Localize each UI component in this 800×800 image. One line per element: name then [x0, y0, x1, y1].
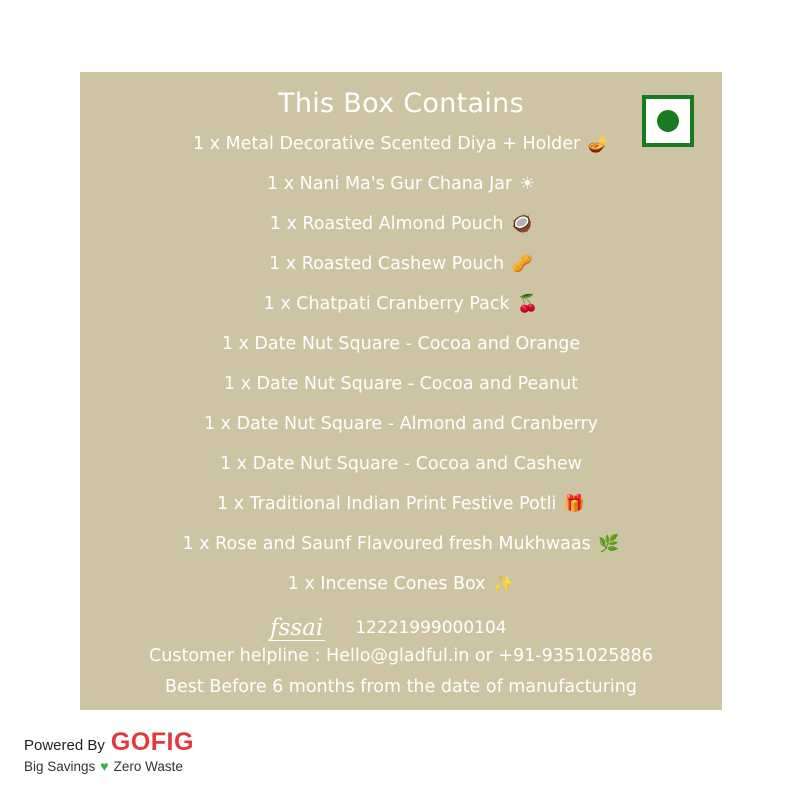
- brand-logo: GOFIG: [110, 728, 194, 756]
- item-text: 1 x Date Nut Square - Cocoa and Orange: [221, 334, 581, 354]
- best-before-text: Best Before 6 months from the date of manufacturing: [165, 677, 637, 697]
- list-item: [80, 214, 722, 234]
- list-item: [80, 174, 722, 194]
- item-text: 1 x Roasted Cashew Pouch: [269, 254, 505, 274]
- list-item: [80, 494, 722, 514]
- tagline-left: Big Savings: [24, 758, 96, 774]
- list-item: [80, 334, 722, 354]
- item-emoji-icon: 🌿: [598, 534, 620, 554]
- list-item: [80, 254, 722, 274]
- item-text: 1 x Rose and Saunf Flavoured fresh Mukhwaas: [182, 534, 591, 554]
- green-heart-icon: ♥: [100, 758, 109, 774]
- item-emoji-icon: ☀: [519, 174, 535, 194]
- item-emoji-icon: ✨: [493, 574, 515, 594]
- item-emoji-icon: 🎁: [563, 494, 586, 514]
- fssai-row: [268, 612, 507, 644]
- list-item: [80, 294, 722, 314]
- list-item: [80, 574, 722, 594]
- helpline-text: Customer helpline : Hello@gladful.in or +91-9351025886: [149, 646, 653, 666]
- item-text: 1 x Metal Decorative Scented Diya + Holder: [192, 134, 581, 154]
- tagline: [24, 758, 183, 774]
- item-emoji-icon: 🍒: [517, 294, 539, 314]
- item-text: 1 x Roasted Almond Pouch: [269, 214, 504, 234]
- list-item: [80, 534, 722, 554]
- powered-by: [24, 728, 194, 757]
- fssai-number: 12221999000104: [355, 618, 507, 638]
- item-text: 1 x Nani Ma's Gur Chana Jar: [267, 174, 513, 194]
- item-emoji-icon: 🪔: [587, 134, 610, 154]
- item-text: 1 x Date Nut Square - Almond and Cranberry: [203, 414, 599, 434]
- item-text: 1 x Traditional Indian Print Festive Potli: [216, 494, 557, 514]
- list-item: [80, 374, 722, 394]
- list-item: [80, 454, 722, 474]
- item-text: 1 x Date Nut Square - Cocoa and Cashew: [220, 454, 582, 474]
- item-emoji-icon: 🥥: [511, 214, 533, 234]
- fssai-logo: fssai: [270, 614, 324, 641]
- tagline-right: Zero Waste: [113, 758, 183, 774]
- powered-by-label: Powered By: [24, 737, 105, 754]
- list-item: [80, 414, 722, 434]
- item-text: 1 x Incense Cones Box: [287, 574, 486, 594]
- item-emoji-icon: 🥜: [511, 254, 533, 274]
- item-text: 1 x Chatpati Cranberry Pack: [263, 294, 510, 314]
- list-item: [80, 134, 722, 154]
- card-title: This Box Contains: [278, 88, 524, 119]
- item-text: 1 x Date Nut Square - Cocoa and Peanut: [223, 374, 579, 394]
